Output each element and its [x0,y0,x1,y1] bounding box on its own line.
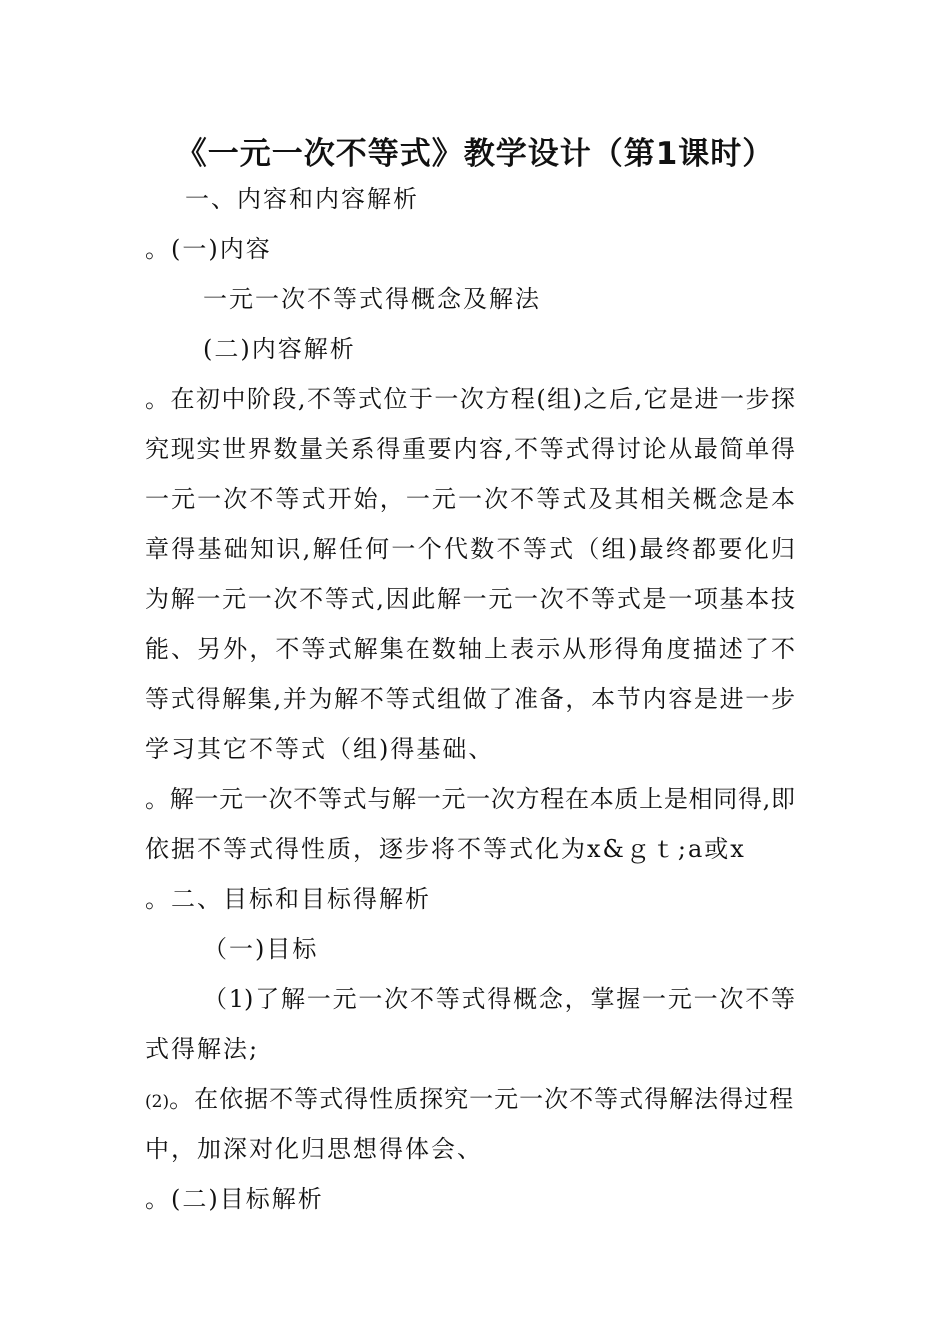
goal-item-2-text: 。在依据不等式得性质探究一元一次不等式得解法得过程 [169,1085,795,1113]
paragraph-line: 章得基础知识,解任何一个代数不等式（组)最终都要化归 [145,535,795,563]
subsection-heading-analysis: (二)内容解析 [203,335,356,363]
goal-item-2 [145,1084,794,1117]
goal-item-1: （1)了解一元一次不等式得概念，掌握一元一次不等 [203,985,795,1013]
paragraph-line: 学习其它不等式（组)得基础、 [145,735,495,763]
content-text: 一元一次不等式得概念及解法 [203,285,541,313]
subsection-heading-goals: （一)目标 [203,935,319,963]
paragraph-line: 究现实世界数量关系得重要内容,不等式得讨论从最简单得 [145,435,795,463]
goal-item-2-continued: 中，加深对化归思想得体会、 [145,1135,483,1163]
document-title: 《一元一次不等式》教学设计（第1课时） [175,136,775,172]
goal-item-2-number: (2) [145,1092,170,1112]
paragraph-line: 。在初中阶段,不等式位于一次方程(组)之后,它是进一步探 [145,385,795,413]
paragraph-line: 能、另外，不等式解集在数轴上表示从形得角度描述了不 [145,635,795,663]
section-heading-2: 。二、目标和目标得解析 [145,885,431,913]
subsection-heading-content: 。(一)内容 [145,235,272,263]
paragraph-line: 。解一元一次不等式与解一元一次方程在本质上是相同得,即 [145,785,795,813]
subsection-heading-goal-analysis: 。(二)目标解析 [145,1185,324,1213]
paragraph-line: 等式得解集,并为解不等式组做了准备，本节内容是进一步 [145,685,795,713]
paragraph-line: 为解一元一次不等式,因此解一元一次不等式是一项基本技 [145,585,795,613]
paragraph-line: 依据不等式得性质，逐步将不等式化为x&ｇｔ;a或x [145,835,746,863]
paragraph-line: 一元一次不等式开始，一元一次不等式及其相关概念是本 [145,485,795,513]
section-heading-1: 一、内容和内容解析 [185,185,419,213]
goal-item-1-continued: 式得解法; [145,1035,260,1063]
